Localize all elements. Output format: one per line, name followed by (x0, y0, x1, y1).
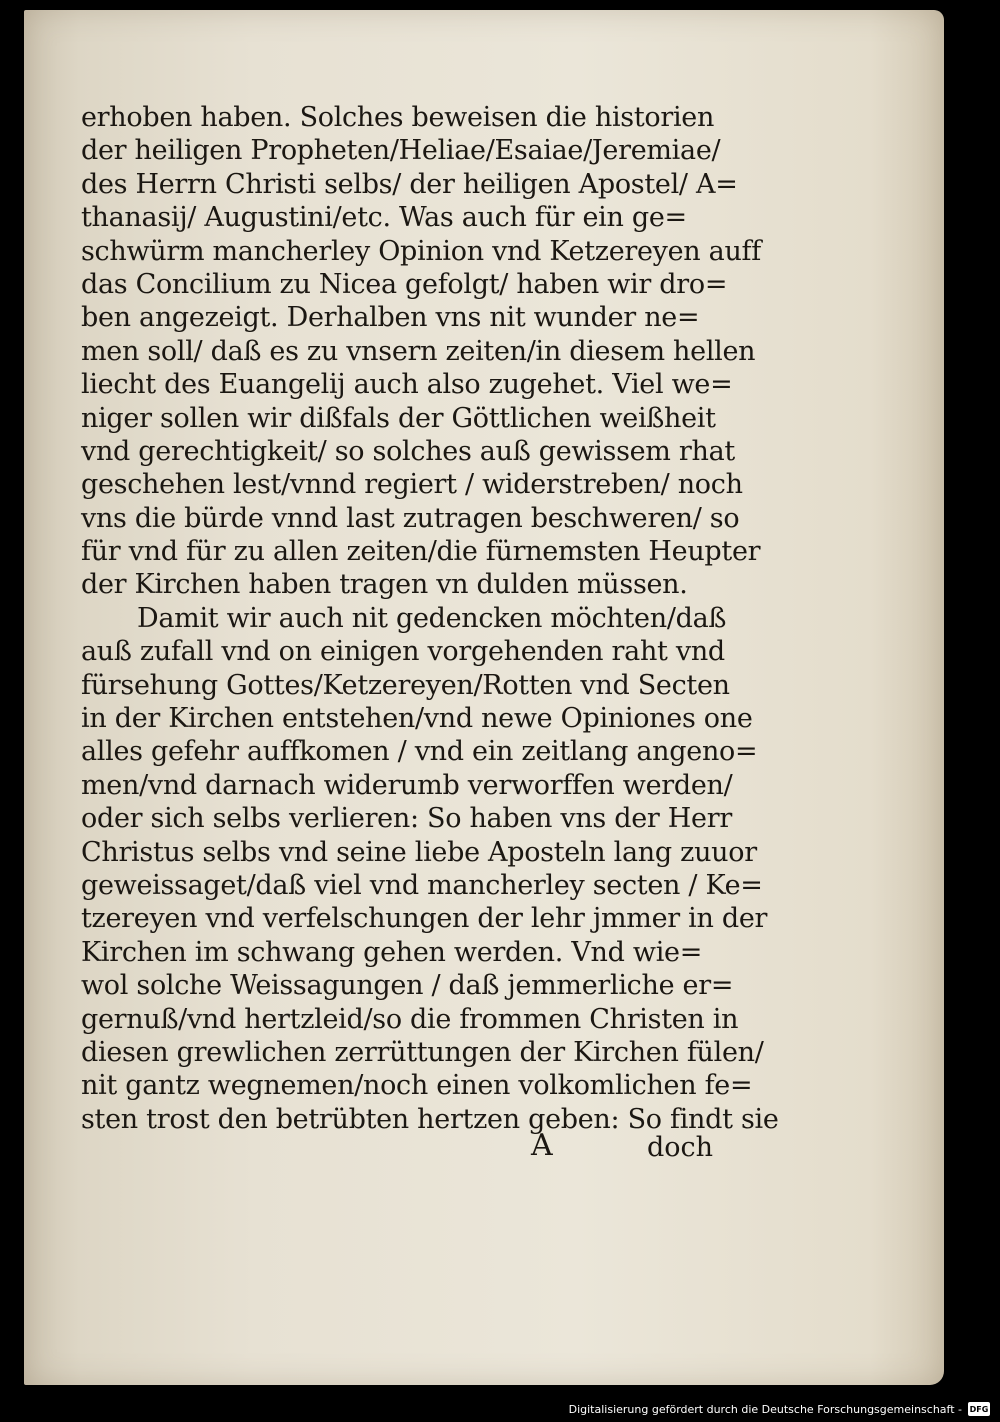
text-line: Kirchen im schwang gehen werden. Vnd wie= (81, 936, 703, 968)
text-line: erhoben haben. Solches beweisen die historien (81, 102, 715, 133)
page-footer (531, 1128, 731, 1168)
text-line: men/vnd darnach widerumb verworffen werden/ (81, 769, 733, 801)
text-line: der Kirchen haben tragen vn dulden müssen. (81, 569, 688, 601)
text-line: niger sollen wir dißfals der Göttlichen weißheit (81, 402, 716, 434)
digitization-credit (569, 1400, 990, 1418)
text-line: schwürm mancherley Opinion vnd Ketzereyen auff (81, 235, 761, 267)
text-line: wol solche Weissagungen / daß jemmerliche er= (81, 970, 734, 1002)
credit-text: Digitalisierung gefördert durch die Deutsche Forschungsgemeinschaft - (568, 1402, 962, 1416)
text-line: geschehen lest/vnnd regiert / widerstreben/ noch (81, 469, 743, 501)
text-line: oder sich selbs verlieren: So haben vns der Herr (81, 803, 732, 835)
text-line: men soll/ daß es zu vnsern zeiten/in diesem hellen (81, 335, 756, 367)
dfg-logo-icon: DFG (968, 1402, 990, 1416)
paragraph-start-line: Damit wir auch nit gedencken möchten/daß (137, 602, 727, 634)
text-line: vnd gerechtigkeit/ so solches auß gewissem rhat (81, 435, 735, 467)
text-line: in der Kirchen entstehen/vnd newe Opiniones one (81, 703, 753, 735)
text-line: nit gantz wegnemen/noch einen volkomlichen fe= (81, 1070, 753, 1102)
text-line: thanasij/ Augustini/etc. Was auch für ein ge= (81, 202, 687, 234)
text-line: für vnd für zu allen zeiten/die fürnemsten Heupter (81, 536, 761, 568)
text-line: der heiligen Propheten/Heliae/Esaiae/Jeremiae/ (81, 135, 721, 167)
text-line: Christus selbs vnd seine liebe Aposteln lang zuuor (81, 836, 757, 868)
text-line: vns die bürde vnnd last zutragen beschweren/ so (81, 502, 740, 534)
text-line: das Concilium zu Nicea gefolgt/ haben wir dro= (81, 268, 728, 300)
text-line: sten trost den betrübten hertzen geben: So findt sie (81, 1103, 779, 1135)
signature-mark: A (531, 1128, 553, 1163)
text-line: des Herrn Christi selbs/ der heiligen Apostel/ A= (81, 168, 738, 200)
text-line: liecht des Euangelij auch also zugehet. Viel we= (81, 369, 733, 401)
text-line: fürsehung Gottes/Ketzereyen/Rotten vnd Secten (81, 669, 730, 701)
text-line: geweissaget/daß viel vnd mancherley secten / Ke= (81, 869, 763, 901)
text-line: ben angezeigt. Derhalben vns nit wunder ne= (81, 302, 700, 334)
text-line: alles gefehr auffkomen / vnd ein zeitlang angeno= (81, 736, 758, 768)
text-line: diesen grewlichen zerrüttungen der Kirchen fülen/ (81, 1036, 764, 1068)
text-block (81, 101, 779, 1136)
catchword: doch (647, 1132, 714, 1163)
text-line: tzereyen vnd verfelschungen der lehr jmmer in der (81, 903, 768, 935)
book-page (24, 10, 944, 1385)
text-line: gernuß/vnd hertzleid/so die frommen Christen in (81, 1003, 739, 1035)
text-line: auß zufall vnd on einigen vorgehenden raht vnd (81, 636, 725, 668)
